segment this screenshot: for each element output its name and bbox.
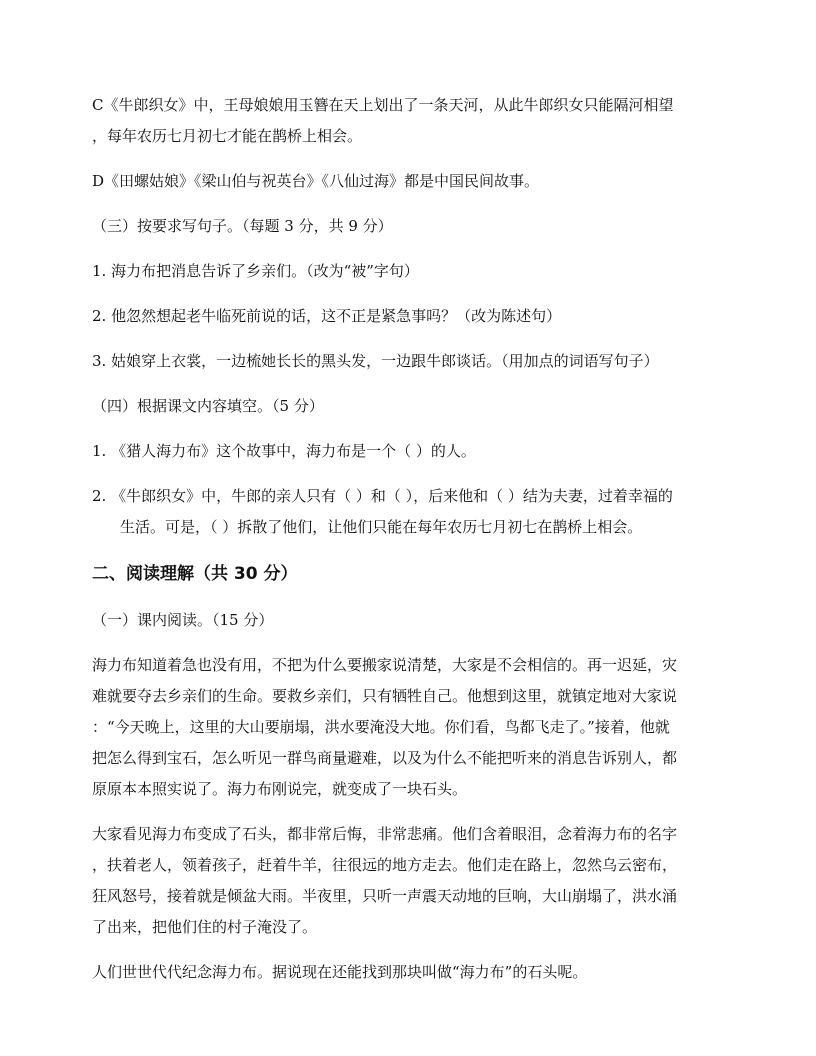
section-4-question-2 [92,481,732,543]
section-3-question-1: 1. 海力布把消息告诉了乡亲们。（改为“被”字句） [92,262,419,280]
part-2-heading: 二、阅读理解（共 30 分） [92,564,298,584]
option-c [92,90,732,152]
paragraph-line: 狂风怒号，接着就是倾盆大雨。半夜里，只听一声震天动地的巨响，大山崩塌了，洪水涌 [92,887,678,905]
paragraph-line: 了出来，把他们住的村子淹没了。 [92,918,318,936]
section-4-question-2-line-2: 生活。可是，（ ）拆散了他们，让他们只能在每年农历七月初七在鹊桥上相会。 [120,518,643,536]
section-4-question-2-line-1: 2. 《牛郎织女》中，牛郎的亲人只有（ ）和（ ），后来他和（ ）结为夫妻，过着幸福的 [92,487,673,505]
option-d: D《田螺姑娘》《梁山伯与祝英台》《八仙过海》都是中国民间故事。 [92,172,540,190]
option-c-line-2: ，每年农历七月初七才能在鹊桥上相会。 [92,127,363,145]
paragraph-line: 原原本本照实说了。海力布刚说完，就变成了一块石头。 [92,780,468,798]
reading-paragraph-3 [92,957,732,988]
reading-paragraph-2 [92,819,732,943]
reading-sub-title: （一）课内阅读。（15 分） [92,611,274,629]
section-4-question-1: 1. 《猎人海力布》这个故事中，海力布是一个（ ）的人。 [92,442,476,460]
paragraph-line: 人们世世代代纪念海力布。据说现在还能找到那块叫做“海力布”的石头呢。 [92,963,588,981]
section-3-question-2: 2. 他忽然想起老牛临死前说的话，这不正是紧急事吗？（改为陈述句） [92,307,562,325]
option-c-line-1: C《牛郎织女》中，王母娘娘用玉簪在天上划出了一条天河，从此牛郎织女只能隔河相望 [92,96,674,114]
section-3-title: （三）按要求写句子。（每题 3 分，共 9 分） [92,217,393,235]
section-3-question-3: 3. 姑娘穿上衣裳，一边梳她长长的黑头发，一边跟牛郎谈话。（用加点的词语写句子） [92,352,659,370]
paragraph-line: 难就要夺去乡亲们的生命。要救乡亲们，只有牺牲自己。他想到这里，就镇定地对大家说 [92,687,678,705]
paragraph-line: ，扶着老人，领着孩子，赶着牛羊，往很远的地方走去。他们走在路上，忽然乌云密布， [92,856,678,874]
reading-paragraph-1 [92,650,732,805]
section-4-title: （四）根据课文内容填空。（5 分） [92,397,324,415]
paragraph-line: 海力布知道着急也没有用，不把为什么要搬家说清楚，大家是不会相信的。再一迟延，灾 [92,656,678,674]
paragraph-line: 把怎么得到宝石，怎么听见一群鸟商量避难，以及为什么不能把听来的消息告诉别人，都 [92,749,678,767]
paragraph-line: 大家看见海力布变成了石头，都非常后悔，非常悲痛。他们含着眼泪，念着海力布的名字 [92,825,678,843]
paragraph-line: ：“今天晚上，这里的大山要崩塌，洪水要淹没大地。你们看，鸟都飞走了。”接着，他就 [92,718,670,736]
document-page [92,90,732,988]
